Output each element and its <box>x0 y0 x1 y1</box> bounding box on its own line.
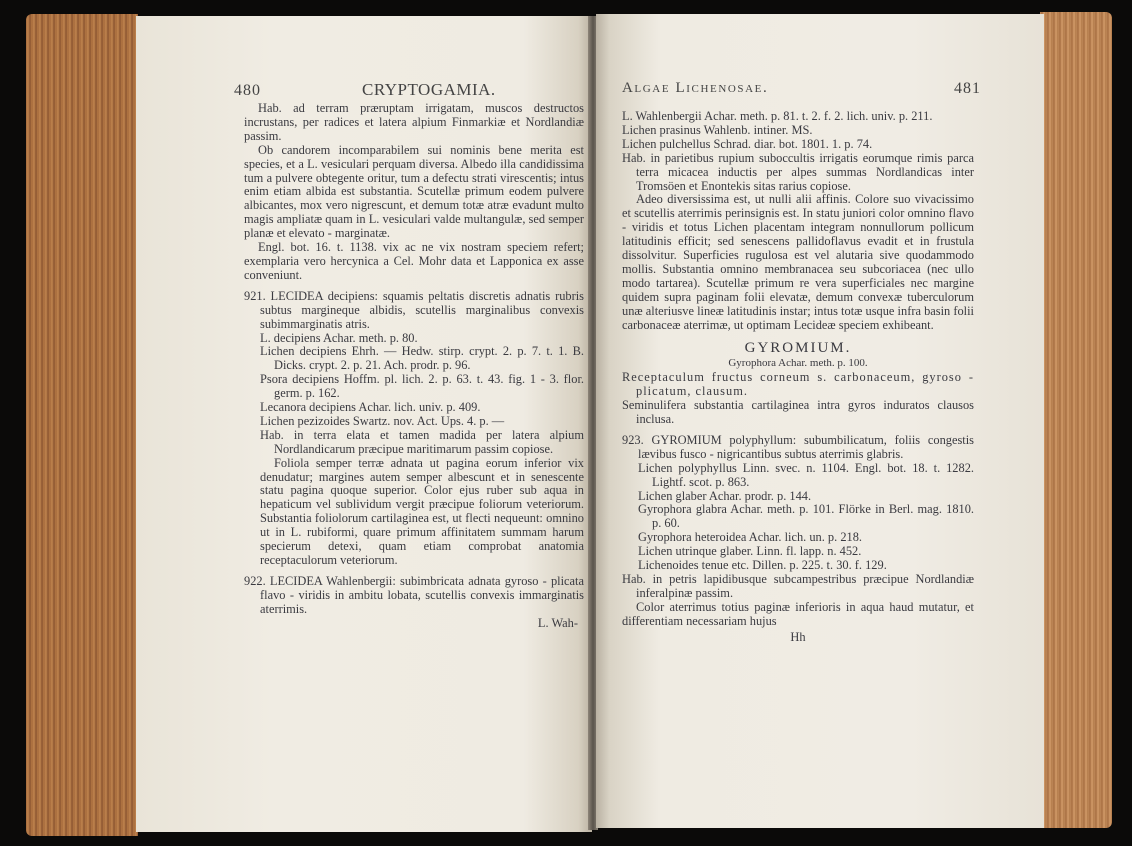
synonym-line: Lichen utrinque glaber. Linn. fl. lapp. n. 452. <box>638 544 862 559</box>
left-page-edges <box>26 14 138 836</box>
right-page <box>596 14 1044 828</box>
entry-921-head: 921. LECIDEA decipiens: squamis peltatis discretis adnatis rubris subtus margineque albidis, scutellis marginalibus convexis subimmarginatis atris. <box>244 288 584 331</box>
entry-921-habitat: Hab. in terra elata et tamen madida per latera alpium Nordlandicarum præcipue maritimarum passim copiose. <box>260 427 584 456</box>
synonym-line: L. Wahlenbergii Achar. meth. p. 81. t. 2. f. 2. lich. univ. p. 211. <box>622 109 933 123</box>
right-page-edges <box>1040 12 1112 828</box>
signature-mark: Hh <box>790 629 806 644</box>
right-page-number: 481 <box>954 80 981 97</box>
synonym-line: Lichen pezizoides Swartz. nov. Act. Ups. 4. p. — <box>260 413 505 428</box>
entry-922-habitat: Hab. in parietibus rupium suboccultis irrigatis eorumque rimis parca terra micacea inductis per alpes summas Nordlandicas inter Tromsöen et Enontekis sitas rarius copiose. <box>622 150 974 193</box>
entry-923-habitat: Hab. in petris lapidibusque subcampestribus præcipue Nordlandiæ inferalpinæ passim. <box>622 572 974 600</box>
synonym-line: Lichen pulchellus Schrad. diar. bot. 1801. 1. p. 74. <box>622 136 873 151</box>
synonym-line: Psora decipiens Hoffm. pl. lich. 2. p. 63. t. 43. fig. 1 - 3. flor. germ. p. 162. <box>260 372 584 401</box>
reference-paragraph: Engl. bot. 16. t. 1138. vix ac ne vix nostram speciem refert; exemplaria vero hercynica a Cel. Mohr data et Lapponica ex asse conveniunt. <box>244 240 584 282</box>
entry-922-description: Adeo diversissima est, ut nulli alii affinis. Colore suo vivacissimo et scutellis aterrimis perinsignis est. In statu juniori color omnino flavo - viridis et totus Lichen placentam integram nonnullorum pollicum latitudinis efficit; sed senescens pallidoflavus evadit et in frustula dissolvitur. Superficies rugulosa est vel alutaria sive quodammodo mollis. Substantia omnino membranacea seu subcoriacea (nec ullo modo tartarea). Scutellæ primum re vera superficiales nec margine quidem supra paginam folii elevatæ, demum convexæ tuberculorum unæ alteriusve lineæ latitudinis instar; intus totæ usque infra basin folii carbonaceæ aterrimæ, ut optimam Lecideæ speciem exhibeant. <box>622 192 974 332</box>
receptaculum-line: Receptaculum fructus corneum s. carbonaceum, gyroso - plicatum, clausum. <box>622 370 974 399</box>
seminulifera-line: Seminulifera substantia cartilaginea intra gyros induratos clausos inclusa. <box>622 398 974 427</box>
catchword: L. Wah- <box>537 615 578 630</box>
entry-923-description: Color aterrimus totius paginæ inferioris in aqua haud mutatur, et differentiam necessariam hujus <box>622 599 974 628</box>
left-page <box>136 16 592 832</box>
synonym-line: L. decipiens Achar. meth. p. 80. <box>260 330 418 345</box>
synonym-line: Lichen decipiens Ehrh. — Hedw. stirp. crypt. 2. p. 7. t. 1. B. Dicks. crypt. 2. p. 21. Ach. prodr. p. 96. <box>260 344 584 373</box>
synonym-line: Lichen prasinus Wahlenb. intiner. MS. <box>622 122 813 137</box>
section-synonym: Gyrophora Achar. meth. p. 100. <box>728 357 868 370</box>
habitat-paragraph: Hab. ad terram præruptam irrigatam, muscos destructos incrustans, per radices et latera alpium Finmarkiæ et Nordlandiæ passim. <box>244 101 584 143</box>
entry-922-head: 922. LECIDEA Wahlenbergii: subimbricata adnata gyroso - plicata flavo - viridis in ambitu lobata, scutellis convexis immarginatis aterrimis. <box>244 573 584 616</box>
section-title: GYROMIUM. <box>744 339 852 356</box>
synonym-line: Lecanora decipiens Achar. lich. univ. p. 409. <box>260 400 481 415</box>
synonym-line: Gyrophora heteroidea Achar. lich. un. p. 218. <box>638 530 862 545</box>
right-page-body <box>622 110 974 645</box>
right-page-title: Algae Lichenosae. <box>622 80 769 96</box>
description-paragraph: Ob candorem incomparabilem sui nominis bene merita est species, et a L. vesiculari perquam diversa. Albedo illa candidissima tum a pulvere obtegente oritur, tum a defectu strati virescentis; intus enim etiam albida est substantia. Scutellæ primum eodem pulvere albicantes, mox vero nigrescunt, et demum totæ atræ evadunt multo magis ampliatæ quam in L. vesiculari valde multangulæ, sed semper planæ et elevato - marginatæ. <box>244 142 584 241</box>
entry-923-head: 923. GYROMIUM polyphyllum: subumbilicatum, foliis congestis lævibus fusco - nigricantibus subtus aterrimis glabris. <box>622 432 974 461</box>
synonym-line: Lichenoides tenue etc. Dillen. p. 225. t. 30. f. 129. <box>638 558 887 573</box>
synonym-line: Gyrophora glabra Achar. meth. p. 101. Flörke in Berl. mag. 1810. p. 60. <box>638 502 974 531</box>
entry-921-description: Foliola semper terræ adnata ut pagina eorum inferior vix denudatur; margines autem semper albescunt et in senescente statu pagina quoque superior. Color ejus ruber sub aqua in hepaticum vel sublividum vergit præcipue foliorum veteriorum. Substantia foliolorum cartilaginea est, ut flecti nequeunt: omnino ut in L. rubiformi, quare primum affinitatem summam harum specierum detexi, quam etiam comprobat anatomia receptaculorum veteriorum. <box>260 455 584 567</box>
left-page-title: CRYPTOGAMIA. <box>362 80 496 99</box>
left-page-body <box>244 102 584 631</box>
synonym-line: Lichen polyphyllus Linn. svec. n. 1104. Engl. bot. 18. t. 1282. Lightf. scot. p. 863. <box>638 460 974 489</box>
left-page-number: 480 <box>234 82 261 99</box>
synonym-line: Lichen glaber Achar. prodr. p. 144. <box>638 488 812 503</box>
